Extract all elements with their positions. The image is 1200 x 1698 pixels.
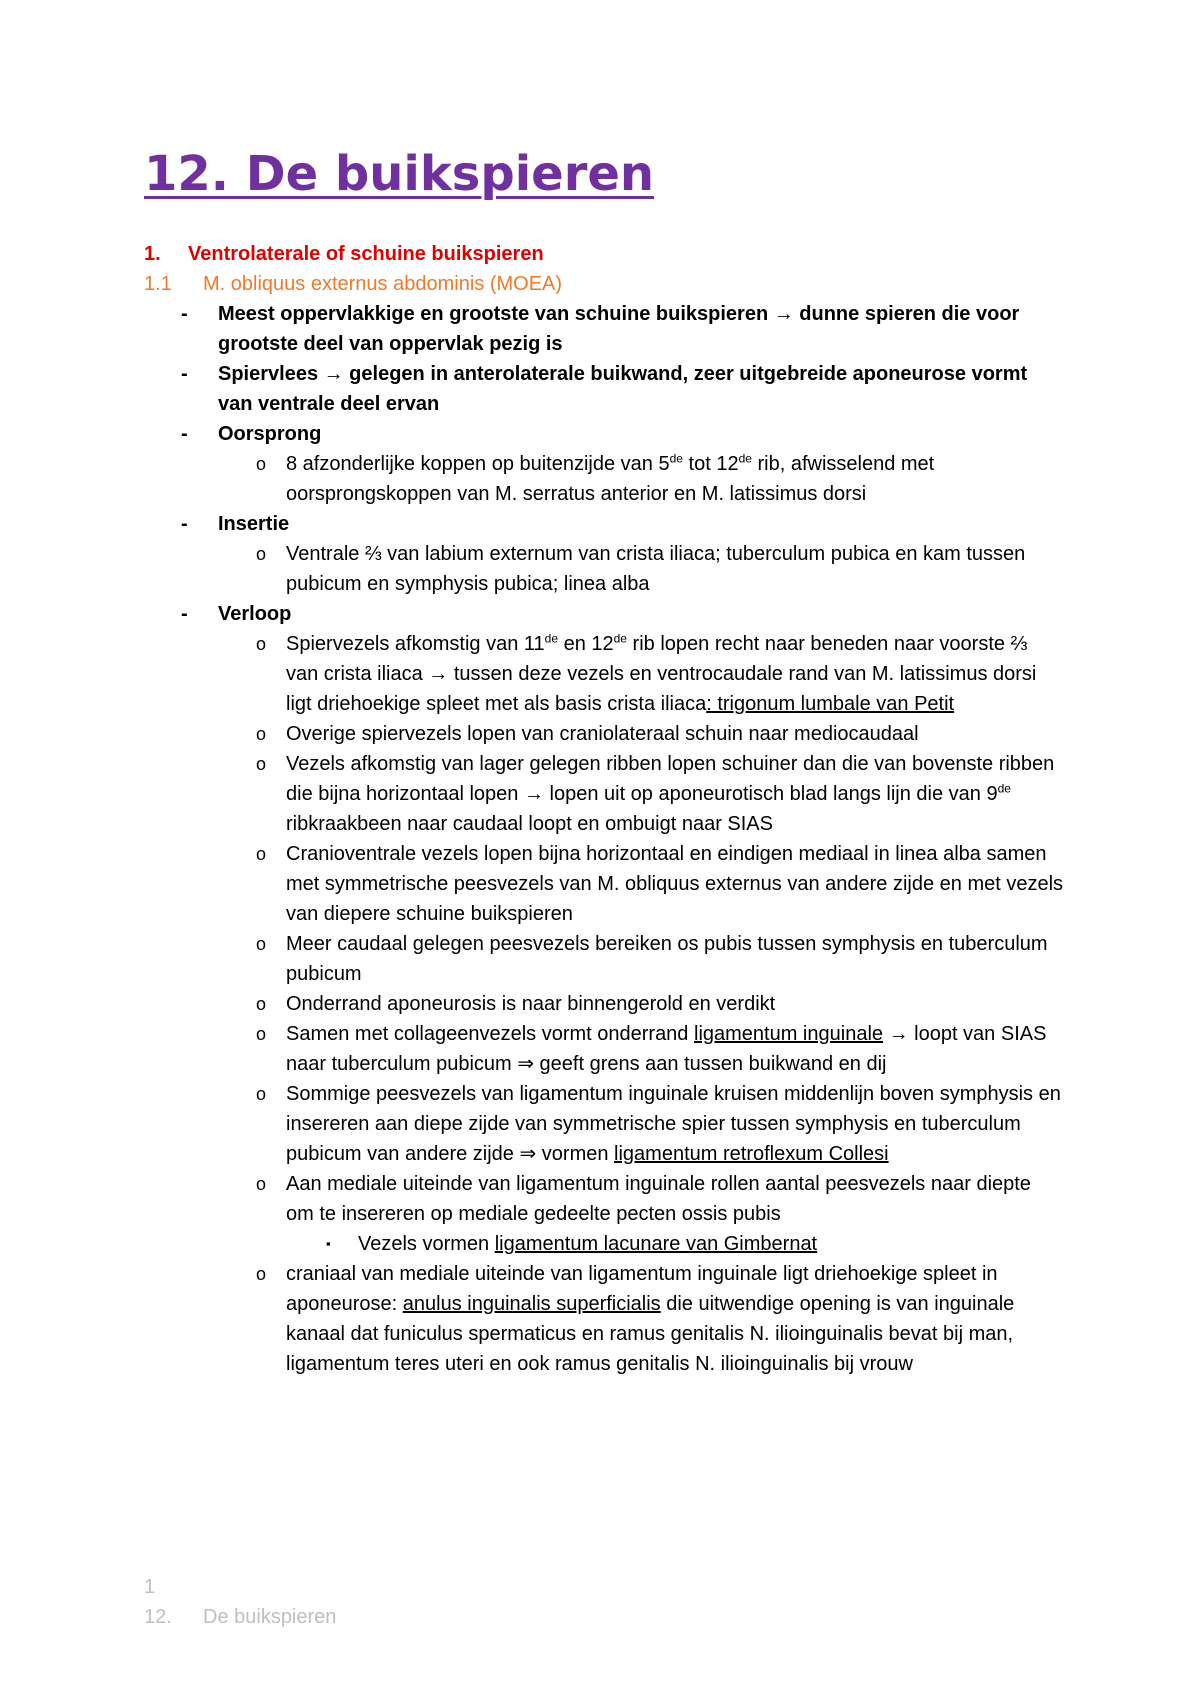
list-item	[144, 359, 1064, 419]
sub-list-item-text: Vezels afkomstig van lager gelegen ribben lopen schuiner dan die van bovenste ribben die bijna horizontaal lopen → lopen uit op aponeurotisch blad langs lijn die van 9de ribkraakbeen naar caudaal loopt en ombuigt naar SIAS	[286, 753, 1055, 835]
circle-bullet: o	[256, 1264, 267, 1284]
sub-list-item	[144, 1169, 1064, 1229]
sub-list-item	[144, 719, 1064, 749]
sub-list-item-text: Meer caudaal gelegen peesvezels bereiken os pubis tussen symphysis en tuberculum pubicum	[286, 933, 1048, 985]
list-item-text: Verloop	[218, 603, 292, 625]
underlined-term: ligamentum lacunare van Gimbernat	[494, 1233, 818, 1255]
list-item-text: Oorsprong	[218, 423, 322, 445]
subsection-title: M. obliquus externus abdominis (MOEA)	[203, 273, 563, 295]
underlined-term: : trigonum lumbale van Petit	[706, 693, 955, 715]
circle-bullet: o	[256, 994, 267, 1014]
section-heading	[144, 239, 1064, 269]
sub-list-item-text: Sommige peesvezels van ligamentum inguinale kruisen middenlijn boven symphysis en insereren aan diepe zijde van symmetrische spier tussen symphysis en tuberculum pubicum van andere zijde ⇒ vormen ligamentum retroflexum Collesi	[286, 1083, 1061, 1165]
sub-sub-list-item-text: Vezels vormen ligamentum lacunare van Gimbernat	[358, 1233, 818, 1255]
sub-list-item	[144, 929, 1064, 989]
sub-list-item-text: Samen met collageenvezels vormt onderrand ligamentum inguinale → loopt van SIAS naar tuberculum pubicum ⇒ geeft grens aan tussen buikwand en dij	[286, 1023, 1047, 1075]
footer-section-title: De buikspieren	[203, 1606, 337, 1628]
sub-list-item	[144, 539, 1064, 599]
list-item	[144, 299, 1064, 359]
section-number: 1.	[144, 243, 161, 265]
footer-section-row	[144, 1602, 336, 1632]
underlined-term: ligamentum inguinale	[694, 1023, 884, 1045]
list-item-text: Meest oppervlakkige en grootste van schuine buikspieren → dunne spieren die voor grootste deel van oppervlak pezig is	[218, 303, 1020, 355]
sub-list-item	[144, 1259, 1064, 1379]
sub-list-item	[144, 629, 1064, 719]
dash-bullet: -	[181, 513, 188, 535]
subsection-heading	[144, 269, 1064, 299]
list-item-text: Insertie	[218, 513, 290, 535]
document-body	[144, 239, 1064, 1379]
list-item	[144, 599, 1064, 629]
sub-list-item-text: Aan mediale uiteinde van ligamentum inguinale rollen aantal peesvezels naar diepte om te insereren op mediale gedeelte pecten ossis pubis	[286, 1173, 1031, 1225]
list-item	[144, 509, 1064, 539]
sub-list-item	[144, 839, 1064, 929]
circle-bullet: o	[256, 1084, 267, 1104]
footer-page-number-row	[144, 1572, 336, 1602]
sub-list-item-text: Spiervezels afkomstig van 11de en 12de rib lopen recht naar beneden naar voorste ⅔ van crista iliaca → tussen deze vezels en ventrocaudale rand van M. latissimus dorsi ligt driehoekige spleet met als basis crista iliaca: trigonum lumbale van Petit	[286, 631, 1037, 715]
sub-list-item	[144, 1079, 1064, 1169]
dash-bullet: -	[181, 363, 188, 385]
sub-list-item-text: Ventrale ⅔ van labium externum van crista iliaca; tuberculum pubica en kam tussen pubicum en symphysis pubica; linea alba	[286, 543, 1026, 595]
circle-bullet: o	[256, 1174, 267, 1194]
circle-bullet: o	[256, 454, 267, 474]
footer-section-number: 12.	[144, 1606, 172, 1628]
circle-bullet: o	[256, 634, 267, 654]
square-bullet: ▪	[326, 1236, 331, 1251]
underlined-term: ligamentum retroflexum Collesi	[614, 1143, 889, 1165]
sub-list-item	[144, 449, 1064, 509]
sub-list-item	[144, 1019, 1064, 1079]
list-item-text: Spiervlees → gelegen in anterolaterale buikwand, zeer uitgebreide aponeurose vormt van ventrale deel ervan	[218, 363, 1028, 415]
dash-bullet: -	[181, 603, 188, 625]
circle-bullet: o	[256, 844, 267, 864]
dash-bullet: -	[181, 303, 188, 325]
sub-list-item	[144, 749, 1064, 839]
circle-bullet: o	[256, 1024, 267, 1044]
page-title: 12. De buikspieren	[144, 146, 655, 202]
page-footer	[144, 1572, 336, 1632]
dash-bullet: -	[181, 423, 188, 445]
sub-list-item	[144, 989, 1064, 1019]
sub-list-item-text: Cranioventrale vezels lopen bijna horizontaal en eindigen mediaal in linea alba samen met symmetrische peesvezels van M. obliquus externus van andere zijde en met vezels van diepere schuine buikspieren	[286, 843, 1064, 925]
circle-bullet: o	[256, 724, 267, 744]
circle-bullet: o	[256, 754, 267, 774]
circle-bullet: o	[256, 544, 267, 564]
page-number: 1	[144, 1576, 156, 1598]
underlined-term: anulus inguinalis superficialis	[402, 1293, 661, 1315]
section-title: Ventrolaterale of schuine buikspieren	[188, 243, 544, 265]
list-item	[144, 419, 1064, 449]
sub-list-item-text: craniaal van mediale uiteinde van ligamentum inguinale ligt driehoekige spleet in aponeurose: anulus inguinalis superficialis die uitwendige opening is van inguinale kanaal dat funiculus spermaticus en ramus genitalis N. ilioinguinalis bevat bij man, ligamentum teres uteri en ook ramus genitalis N. ilioinguinalis bij vrouw	[286, 1263, 1015, 1375]
subsection-number: 1.1	[144, 273, 172, 295]
sub-list-item-text: Overige spiervezels lopen van craniolateraal schuin naar mediocaudaal	[286, 723, 919, 745]
sub-list-item-text: 8 afzonderlijke koppen op buitenzijde van 5de tot 12de rib, afwisselend met oorsprongskoppen van M. serratus anterior en M. latissimus dorsi	[286, 451, 935, 505]
circle-bullet: o	[256, 934, 267, 954]
sub-list-item-text: Onderrand aponeurosis is naar binnengerold en verdikt	[286, 993, 776, 1015]
sub-sub-list-item	[144, 1229, 1064, 1259]
